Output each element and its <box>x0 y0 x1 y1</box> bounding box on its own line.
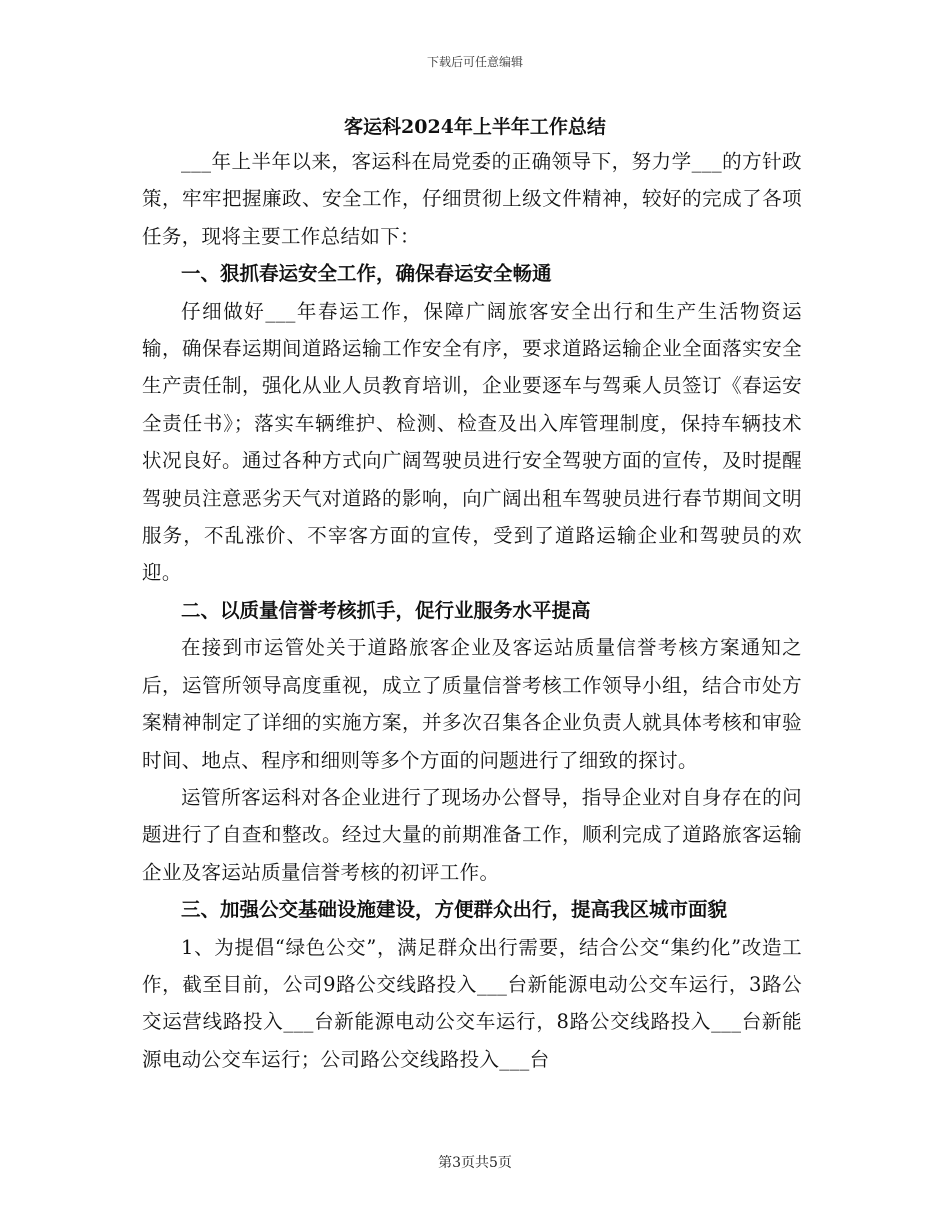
document-body <box>142 143 802 1078</box>
section-1-paragraph: 仔细做好___年春运工作，保障广阔旅客安全出行和生产生活物资运输，确保春运期间道路运输工作安全有序，要求道路运输企业全面落实安全生产责任制，强化从业人员教育培训，企业要逐车与驾乘人员签订《春运安全责任书》；落实车辆维护、检测、检查及出入库管理制度，保持车辆技术状况良好。通过各种方式向广阔驾驶员进行安全驾驶方面的宣传，及时提醒驾驶员注意恶劣天气对道路的影响，向广阔出租车驾驶员进行春节期间文明服务，不乱涨价、不宰客方面的宣传，受到了道路运输企业和驾驶员的欢迎。 <box>142 299 802 585</box>
intro-paragraph: ___年上半年以来，客运科在局党委的正确领导下，努力学___的方针政策，牢牢把握廉政、安全工作，仔细贯彻上级文件精神，较好的完成了各项任务，现将主要工作总结如下： <box>142 150 802 248</box>
section-heading-3: 三、加强公交基础设施建设，方便群众出行，提高我区城市面貌 <box>181 898 728 922</box>
document-title: 客运科2024年上半年工作总结 <box>344 116 606 138</box>
page-footer: 第3页共5页 <box>438 1155 512 1171</box>
section-3-paragraph-1: 1、为提倡“绿色公交”，满足群众出行需要，结合公交“集约化”改造工作，截至目前，公司9路公交线路投入___台新能源电动公交车运行，3路公交运营线路投入___台新能源电动公交车运行，8路公交线路投入___台新能源电动公交车运行；公司路公交线路投入___台 <box>142 935 802 1071</box>
section-2-paragraph-2: 运管所客运科对各企业进行了现场办公督导，指导企业对自身存在的问题进行了自查和整改。经过大量的前期准备工作，顺利完成了道路旅客运输企业及客运站质量信誉考核的初评工作。 <box>142 785 802 884</box>
section-2-paragraph-1: 在接到市运管处关于道路旅客企业及客运站质量信誉考核方案通知之后，运管所领导高度重视，成立了质量信誉考核工作领导小组，结合市处方案精神制定了详细的实施方案，并多次召集各企业负责人就具体考核和审验时间、地点、程序和细则等多个方面的问题进行了细致的探讨。 <box>142 636 802 772</box>
section-heading-2: 二、以质量信誉考核抓手，促行业服务水平提高 <box>181 598 591 622</box>
header-note: 下载后可任意编辑 <box>426 55 523 69</box>
section-heading-1: 一、狠抓春运安全工作，确保春运安全畅通 <box>181 262 552 286</box>
